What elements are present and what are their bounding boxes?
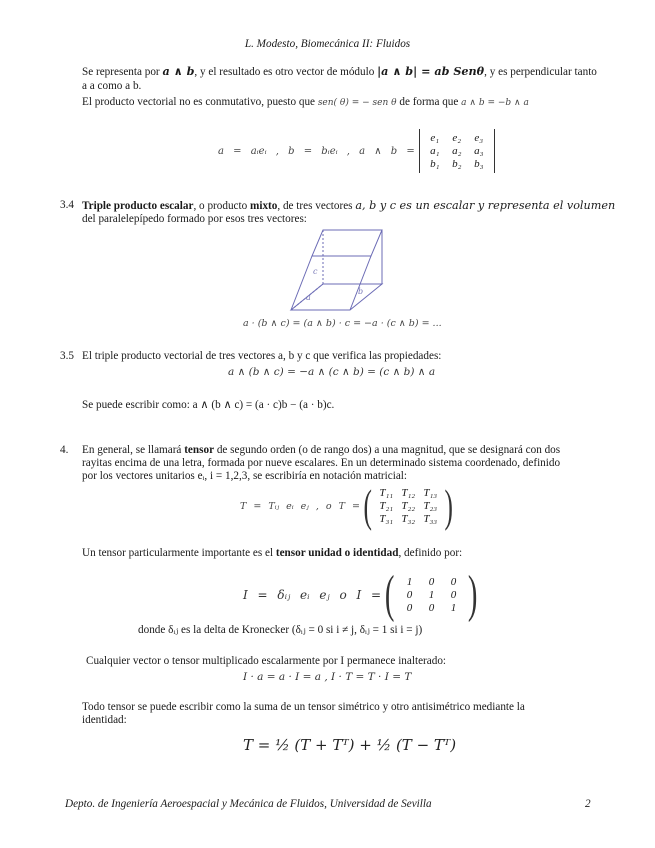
cross-product-equation: a = aᵢeᵢ , b = bᵢeᵢ , a ∧ b = e₁ e₂ e₃ a₁ a₂ a₃ b₁ b₂ b₃ <box>218 127 499 175</box>
identity-cell: 0 <box>450 588 457 601</box>
det-cell: b₃ <box>474 157 484 170</box>
tensor-row <box>375 513 441 526</box>
s35-line3: Se puede escribir como: a ∧ (b ∧ c) = (a · c)b − (a · b)c. <box>82 399 335 411</box>
fig-label-b: b <box>358 287 364 296</box>
expr-a-wedge-b: a ∧ b <box>162 64 195 78</box>
det-cell: e₁ <box>430 131 440 144</box>
footer-text: Depto. de Ingeniería Aeroespacial y Mecánica de Fluidos, Universidad de Sevilla <box>65 798 432 810</box>
tensor-cell: T₁₁ <box>379 486 394 499</box>
identity-cell: 1 <box>428 588 435 601</box>
identity-cell: 1 <box>406 575 413 588</box>
det-cell: b₂ <box>452 157 462 170</box>
identity-cell: 0 <box>450 575 457 588</box>
s4-line1: En general, se llamará tensor de segundo orden (o de rango dos) a una magnitud, que se designará con dos <box>82 444 561 456</box>
tensor-cell: T₂₃ <box>423 499 438 512</box>
identity-row <box>398 589 464 602</box>
tensor-equation: T = Tᵢⱼ eᵢ eⱼ , o T = ( T₁₁ T₁₂ T₁₃ T₂₁ T₂₂ T₂₃ T₃₁ T₃₂ T₃₃ ) <box>240 480 454 531</box>
det-cell: e₂ <box>452 131 462 144</box>
invariance-equation: I · a = a · I = a , I · T = T · I = T <box>243 671 412 683</box>
identity-row <box>398 602 464 615</box>
s4-line4: Un tensor particularmente importante es el tensor unidad o identidad, definido por: <box>82 547 463 559</box>
tensor-cell: T₃₁ <box>379 512 394 525</box>
fig-label-c: c <box>313 267 318 276</box>
s4-line6: Todo tensor se puede escribir como la suma de un tensor simétrico y otro antisimétrico mediante la <box>82 701 525 713</box>
kronecker-line: donde δᵢⱼ es la delta de Kronecker (δᵢⱼ = 0 si i ≠ j, δᵢⱼ = 1 si i = j) <box>138 624 423 636</box>
det-row <box>424 145 490 158</box>
tensor-cell: T₂₁ <box>379 499 394 512</box>
identity-cell: 0 <box>406 601 413 614</box>
det-bar-left <box>419 129 420 173</box>
parallelepiped-svg <box>285 226 390 318</box>
s34-number: 3.4 <box>60 199 74 211</box>
s34-line2: del paralelepípedo formado por esos tres vectores: <box>82 213 307 225</box>
tensor-matrix <box>375 487 441 526</box>
running-header: L. Modesto, Biomecánica II: Fluidos <box>244 38 411 50</box>
base-face <box>291 284 382 310</box>
det-cell: b₁ <box>430 157 440 170</box>
s34-line1: Triple producto escalar, o producto mixto, de tres vectores a, b y c es un escalar y representa el volumen <box>82 199 616 212</box>
s4-line7: identidad: <box>82 714 127 726</box>
term-identity-tensor: tensor unidad o identidad <box>275 547 399 559</box>
s4-line5: Cualquier vector o tensor multiplicado escalarmente por I permanece inalterado: <box>86 655 447 667</box>
identity-row <box>398 576 464 589</box>
identity-equation: I = δᵢⱼ eᵢ eⱼ o I = ( 1 0 0 0 1 0 0 0 1 ) <box>243 566 478 623</box>
identity-cell: 0 <box>428 601 435 614</box>
s33-line2: a a como a b. <box>82 80 142 92</box>
det-cell: e₃ <box>474 131 484 144</box>
parallelepiped-figure <box>285 226 390 318</box>
tensor-row <box>375 500 441 513</box>
s34-title: Triple producto escalar <box>82 200 194 212</box>
paren-right: ) <box>444 480 454 531</box>
s33-line1: Se representa por a ∧ b, y el resultado es otro vector de módulo |a ∧ b| = ab Senθ, y es perpendicular tanto <box>82 64 597 78</box>
tensor-cell: T₁₂ <box>401 486 416 499</box>
det-cell: a₂ <box>452 144 462 157</box>
s35-equation: a ∧ (b ∧ c) = −a ∧ (c ∧ b) = (c ∧ b) ∧ a <box>228 366 436 378</box>
identity-cell: 0 <box>406 588 413 601</box>
s34-equation: a · (b ∧ c) = (a ∧ b) · c = −a · (c ∧ b) = ... <box>243 318 442 329</box>
s35-line1: El triple producto vectorial de tres vectores a, b y c que verifica las propiedades: <box>82 350 442 362</box>
expr-modulus: |a ∧ b| = ab Senθ <box>377 64 485 78</box>
identity-cell: 1 <box>450 601 457 614</box>
page-number: 2 <box>585 798 591 810</box>
tensor-cell: T₃₃ <box>423 512 438 525</box>
fig-label-a: a <box>306 293 311 302</box>
det-row <box>424 132 490 145</box>
identity-cell: 0 <box>428 575 435 588</box>
symmetric-decomposition-equation: T = ½ (T + Tᵀ) + ½ (T − Tᵀ) <box>243 736 457 754</box>
determinant-matrix <box>424 132 490 171</box>
det-bar-right <box>494 129 495 173</box>
s35-number: 3.5 <box>60 350 74 362</box>
paren-left: ( <box>363 480 372 531</box>
tensor-cell: T₃₂ <box>401 512 416 525</box>
det-row <box>424 158 490 171</box>
identity-matrix <box>398 576 464 615</box>
s4-line3: por los vectores unitarios eᵢ, i = 1,2,3, se escribiría en notación matricial: <box>82 470 408 482</box>
paren-left-2: ( <box>385 566 395 623</box>
det-cell: a₁ <box>430 144 440 157</box>
tensor-cell: T₂₂ <box>401 499 416 512</box>
s4-line2: rayitas encima de una letra, formada por nueve escalares. En un determinado sistema coordenado, definido <box>82 457 561 469</box>
term-tensor: tensor <box>184 444 215 456</box>
paren-right-2: ) <box>468 566 478 623</box>
s4-number: 4. <box>60 444 69 456</box>
s33-line3: El producto vectorial no es conmutativo, puesto que sen( θ) = − sen θ de forma que a ∧ b = −b ∧ a <box>82 96 529 108</box>
tensor-row <box>375 487 441 500</box>
tensor-cell: T₁₃ <box>423 486 438 499</box>
det-cell: a₃ <box>474 144 484 157</box>
